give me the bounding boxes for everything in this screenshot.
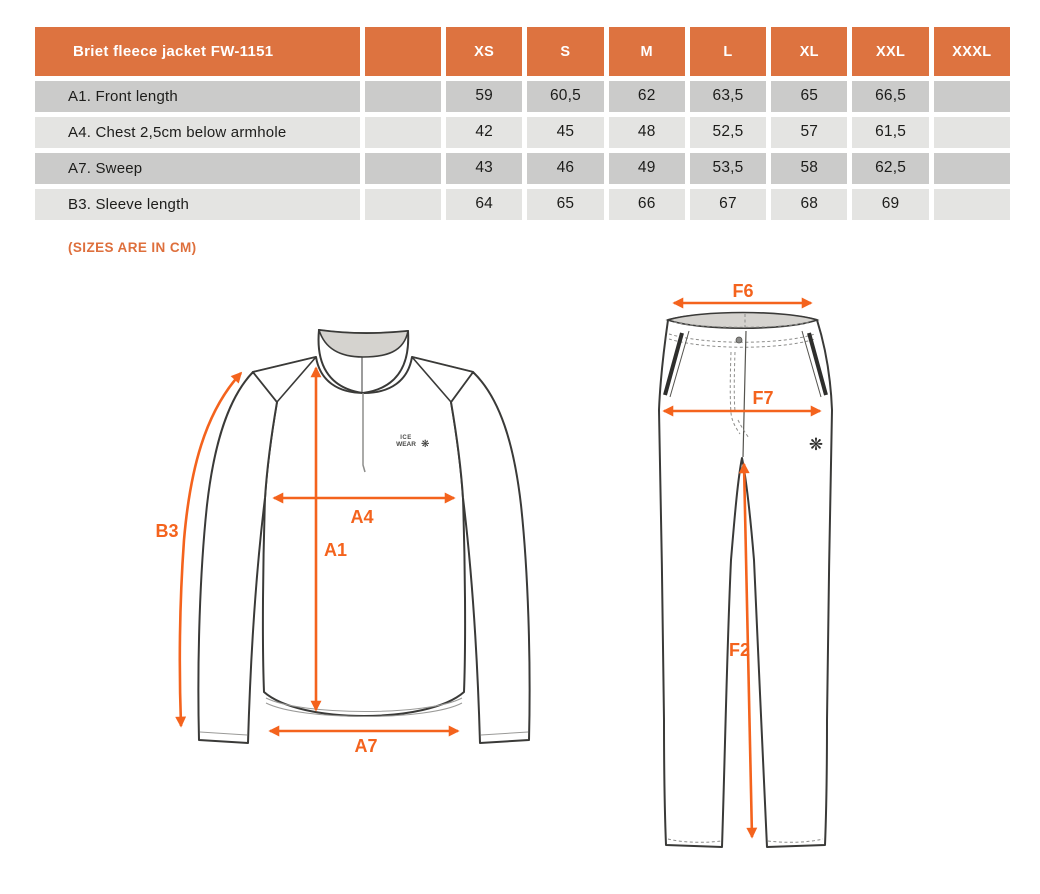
value-cell: 61,5: [852, 117, 928, 149]
row-spacer-cell: [365, 117, 441, 149]
value-cell: 68: [771, 189, 847, 221]
value-cell: 64: [446, 189, 522, 221]
header-size-l: L: [690, 27, 766, 76]
header-size-xs: XS: [446, 27, 522, 76]
icewear-logo-text: ICE: [400, 435, 412, 441]
value-cell: [934, 117, 1010, 149]
waist-button: [736, 337, 742, 343]
pants-measurement-diagram: [635, 280, 850, 880]
value-cell: 66,5: [852, 81, 928, 113]
value-cell: 45: [527, 117, 603, 149]
value-cell: 58: [771, 153, 847, 185]
value-cell: 66: [609, 189, 685, 221]
header-size-xl: XL: [771, 27, 847, 76]
f6-label: F6: [732, 281, 754, 301]
row-spacer-cell: [365, 81, 441, 113]
value-cell: 42: [446, 117, 522, 149]
row-label: A7. Sweep: [35, 153, 360, 185]
snowflake-icon: ❋: [808, 435, 824, 455]
value-cell: 48: [609, 117, 685, 149]
value-cell: 57: [771, 117, 847, 149]
value-cell: [934, 153, 1010, 185]
value-cell: 63,5: [690, 81, 766, 113]
jacket-drawing: [198, 330, 529, 743]
table-title-cell: [35, 27, 360, 76]
value-cell: 62,5: [852, 153, 928, 185]
value-cell: [934, 189, 1010, 221]
jacket-measurement-diagram: [145, 300, 545, 765]
row-label: A1. Front length: [35, 81, 360, 113]
header-size-m: M: [609, 27, 685, 76]
value-cell: 60,5: [527, 81, 603, 113]
header-empty-cell: [365, 27, 441, 76]
snowflake-icon: ❋: [421, 439, 430, 450]
header-size-s: S: [527, 27, 603, 76]
value-cell: 62: [609, 81, 685, 113]
icewear-logo-text: WEAR: [396, 441, 416, 448]
value-cell: 53,5: [690, 153, 766, 185]
header-size-xxxl: XXXL: [934, 27, 1010, 76]
value-cell: 52,5: [690, 117, 766, 149]
sizes-unit-note: (SIZES ARE IN CM): [68, 240, 197, 255]
b3-label: B3: [155, 521, 179, 541]
row-label: A4. Chest 2,5cm below armhole: [35, 117, 360, 149]
value-cell: 65: [771, 81, 847, 113]
value-cell: 59: [446, 81, 522, 113]
row-spacer-cell: [365, 189, 441, 221]
value-cell: [934, 81, 1010, 113]
row-spacer-cell: [365, 153, 441, 185]
value-cell: 69: [852, 189, 928, 221]
a1-label: A1: [324, 540, 348, 560]
value-cell: 46: [527, 153, 603, 185]
value-cell: 43: [446, 153, 522, 185]
value-cell: 65: [527, 189, 603, 221]
waist-inner-fill: [668, 313, 817, 329]
a7-label: A7: [354, 736, 378, 756]
row-label: B3. Sleeve length: [35, 189, 360, 221]
value-cell: 67: [690, 189, 766, 221]
header-size-xxl: XXL: [852, 27, 928, 76]
value-cell: 49: [609, 153, 685, 185]
f7-label: F7: [752, 388, 774, 408]
table-title: Briet fleece jacket FW-1151: [73, 43, 274, 60]
size-chart-table: [35, 27, 1010, 220]
a4-label: A4: [350, 507, 374, 527]
f2-label: F2: [728, 640, 750, 660]
